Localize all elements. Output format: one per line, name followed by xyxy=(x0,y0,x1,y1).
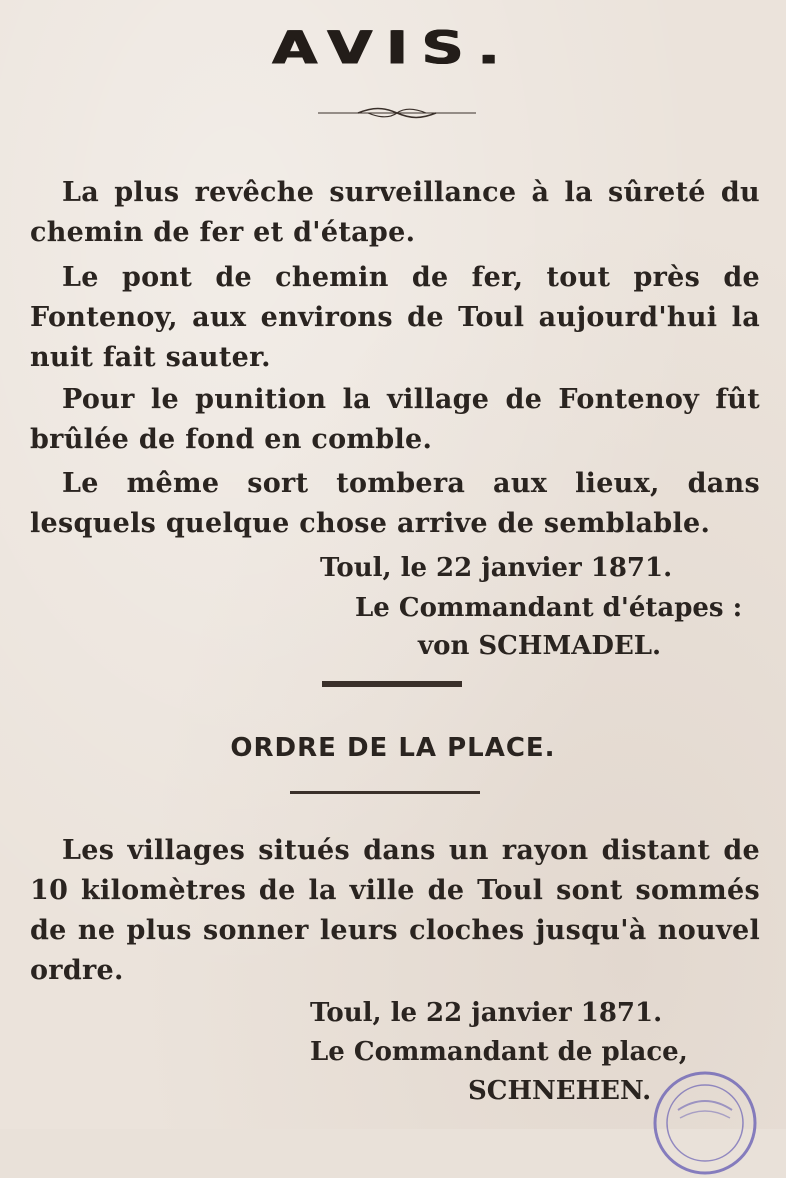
avis-paragraph-4: Le même sort tombera aux lieux, dans lesquels quelque chose arrive de semblable. xyxy=(30,468,760,539)
avis-paragraph-1: La plus revêche surveillance à la sûreté du chemin de fer et d'étape. xyxy=(30,177,760,248)
ordre-date: Toul, le 22 janvier 1871. xyxy=(310,998,663,1028)
avis-signatory-name: von SCHMADEL. xyxy=(418,631,662,661)
ordre-paragraph: Les villages situés dans un rayon distant de 10 kilomètres de la ville de Toul sont sommés de ne plus sonner leurs cloches jusqu'à nouvel ordre. xyxy=(30,835,760,986)
ornament-divider-icon xyxy=(318,106,476,120)
ordre-heading: ORDRE DE LA PLACE. xyxy=(230,733,556,763)
avis-paragraph-2: Le pont de chemin de fer, tout près de Fontenoy, aux environs de Toul aujourd'hui la nuit fait sauter. xyxy=(30,262,760,373)
avis-signatory-role: Le Commandant d'étapes : xyxy=(355,593,743,623)
section-divider xyxy=(322,681,462,687)
avis-date: Toul, le 22 janvier 1871. xyxy=(320,553,673,583)
museum-stamp-icon xyxy=(650,1068,760,1178)
ordre-signatory-role: Le Commandant de place, xyxy=(310,1037,688,1067)
poster-title: AVIS. xyxy=(272,21,514,75)
heading-underline xyxy=(290,791,480,794)
ordre-signatory-name: SCHNEHEN. xyxy=(468,1076,652,1106)
avis-paragraph-3: Pour le punition la village de Fontenoy fût brûlée de fond en comble. xyxy=(30,384,760,455)
